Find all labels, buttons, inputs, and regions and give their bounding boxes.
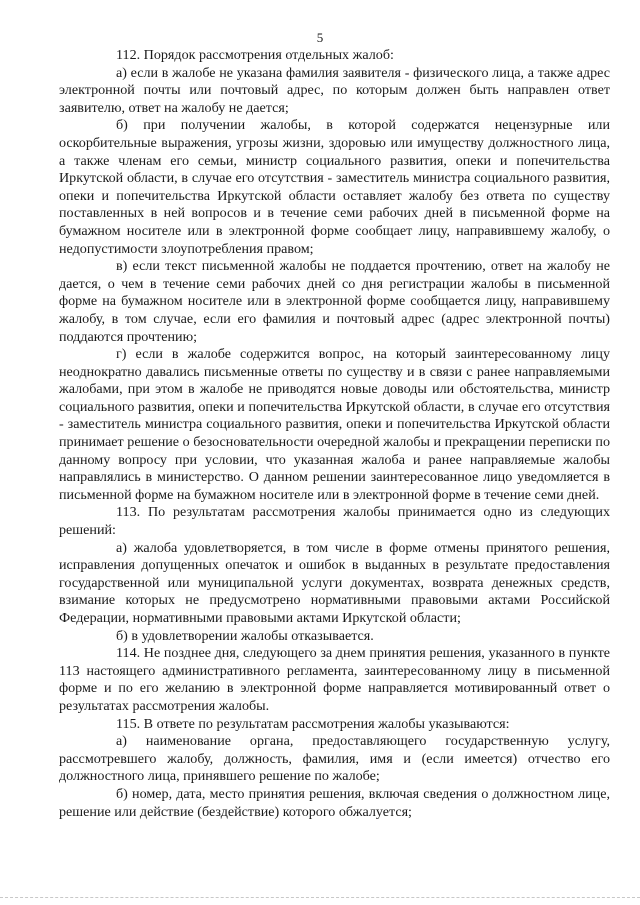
page-bottom-divider <box>0 897 640 898</box>
paragraph-112-heading: 112. Порядок рассмотрения отдельных жалоб: <box>116 47 394 63</box>
paragraph-113-heading: 113. По результатам рассмотрения жалобы принимается одно из следующих решений: <box>59 504 610 539</box>
page-number: 5 <box>316 30 324 45</box>
paragraph-113-b: б) в удовлетворении жалобы отказывается. <box>116 627 374 644</box>
paragraph-115-a: а) наименование органа, предоставляющего государственную услугу, рассмотревшего жалобу, должность, фамилия, имя и (если имеется) отчество его должностного лица, принявшего решение по жалобе; <box>59 733 610 785</box>
paragraph-112-b: б) при получении жалобы, в которой содержатся нецензурные или оскорбительные выражения, угрозы жизни, здоровью или имуществу должностного лица, а также членам его семьи, министр социального развития, опеки и попечительства Иркутской области, в случае его отсутствия - заместитель министра социального развития, опеки и попечительства Иркутской области оставляет жалобу без ответа по существу поставленных в ней вопросов и в течение семи рабочих дней в письменной форме на бумажном носителе или в электронной форме сообщает лицу, направившему жалобу, о недопустимости злоупотребления правом; <box>59 117 610 257</box>
document-body <box>59 47 610 821</box>
paragraph-115-heading: 115. В ответе по результатам рассмотрения жалобы указываются: <box>116 715 510 732</box>
paragraph-112-a: а) если в жалобе не указана фамилия заявителя - физического лица, а также адрес электронной почты или почтовый адрес, по которым должен быть направлен ответ заявителю, ответ на жалобу не дается; <box>59 64 610 116</box>
paragraph-113-a: а) жалоба удовлетворяется, в том числе в форме отмены принятого решения, исправления допущенных опечаток и ошибок в выданных в результате предоставления государственной или муниципальной услуги документах, возврата денежных средств, взимание которых не предусмотрено нормативными правовыми актами Российской Федерации, нормативными правовыми актами Иркутской области; <box>59 539 610 626</box>
paragraph-112-g: г) если в жалобе содержится вопрос, на который заинтересованному лицу неоднократно давались письменные ответы по существу и в связи с ранее направляемыми жалобами, при этом в жалобе не приводятся новые доводы или обстоятельства, министр социального развития, опеки и попечительства Иркутской области, в случае его отсутствия - заместитель министра социального развития, опеки и попечительства Иркутской области принимает решение о безосновательности очередной жалобы и прекращении переписки по данному вопросу при условии, что указанная жалоба и ранее направляемые жалобы направлялись в министерство. О данном решении заинтересованное лицо уведомляется в письменной форме на бумажном носителе или в электронной форме в течение семи дней. <box>59 346 610 503</box>
paragraph-114: 114. Не позднее дня, следующего за днем принятия решения, указанного в пункте 113 настоящего административного регламента, заинтересованному лицу в письменной форме и по его желанию в электронной форме направляется мотивированный ответ о результатах рассмотрения жалобы. <box>59 645 610 714</box>
paragraph-115-b: б) номер, дата, место принятия решения, включая сведения о должностном лице, решение или действие (бездействие) которого обжалуется; <box>59 785 610 820</box>
paragraph-112-v: в) если текст письменной жалобы не поддается прочтению, ответ на жалобу не дается, о чем в течение семи рабочих дней со дня регистрации жалобы в письменной форме на бумажном носителе или в электронной форме сообщается лицу, направившему жалобу, в том случае, если его фамилия и почтовый адрес (адрес электронной почты) поддаются прочтению; <box>59 258 610 345</box>
